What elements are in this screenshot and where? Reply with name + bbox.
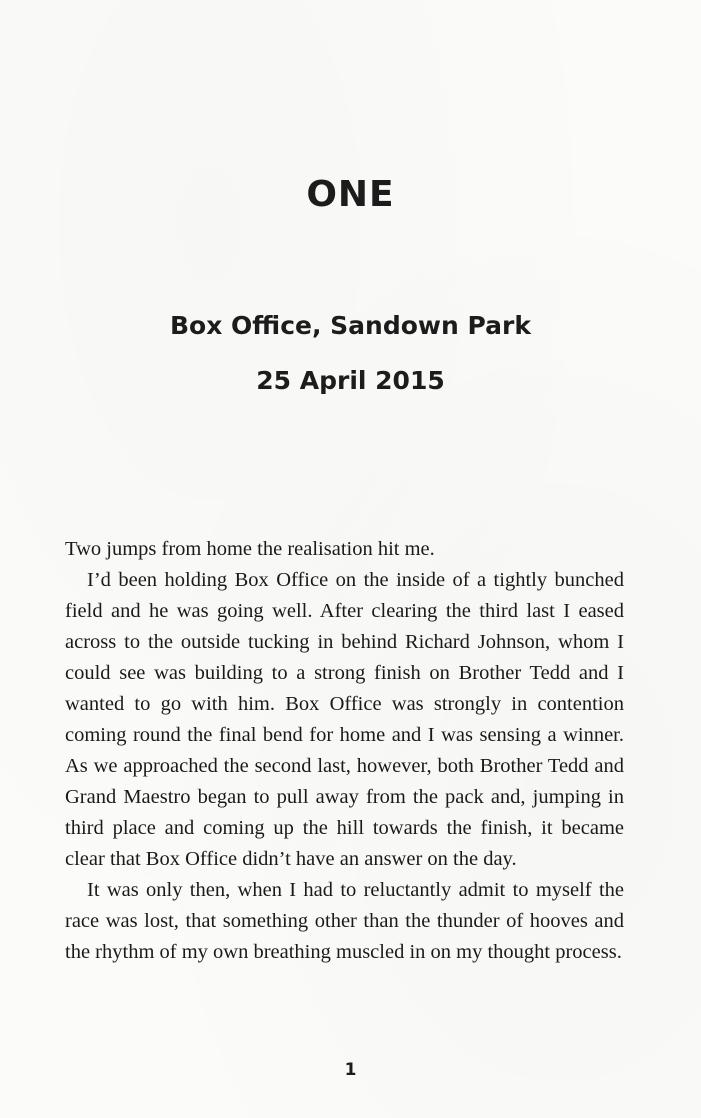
chapter-date: 25 April 2015 [256, 366, 445, 395]
body-text [65, 534, 624, 968]
paragraph: It was only then, when I had to reluctantly admit to myself the race was lost, that something other than the thunder of hooves and the rhythm of my own breathing muscled in on my thought process. [65, 879, 624, 963]
chapter-number: ONE [306, 174, 395, 215]
page-number: 1 [344, 1060, 357, 1080]
paragraph: Two jumps from home the realisation hit me. [65, 538, 435, 560]
paragraph: I’d been holding Box Office on the inside of a tightly bunched field and he was going well. After clearing the third last I eased across to the outside tucking in behind Richard Johnson, whom I could see was building to a strong finish on Brother Tedd and I wanted to go with him. Box Office was strongly in contention coming round the final bend for home and I was sensing a winner. As we approached the second last, however, both Brother Tedd and Grand Maestro began to pull away from the pack and, jumping in third place and coming up the hill towards the finish, it became clear that Box Office didn’t have an answer on the day. [65, 569, 624, 870]
chapter-location: Box Office, Sandown Park [170, 311, 531, 340]
